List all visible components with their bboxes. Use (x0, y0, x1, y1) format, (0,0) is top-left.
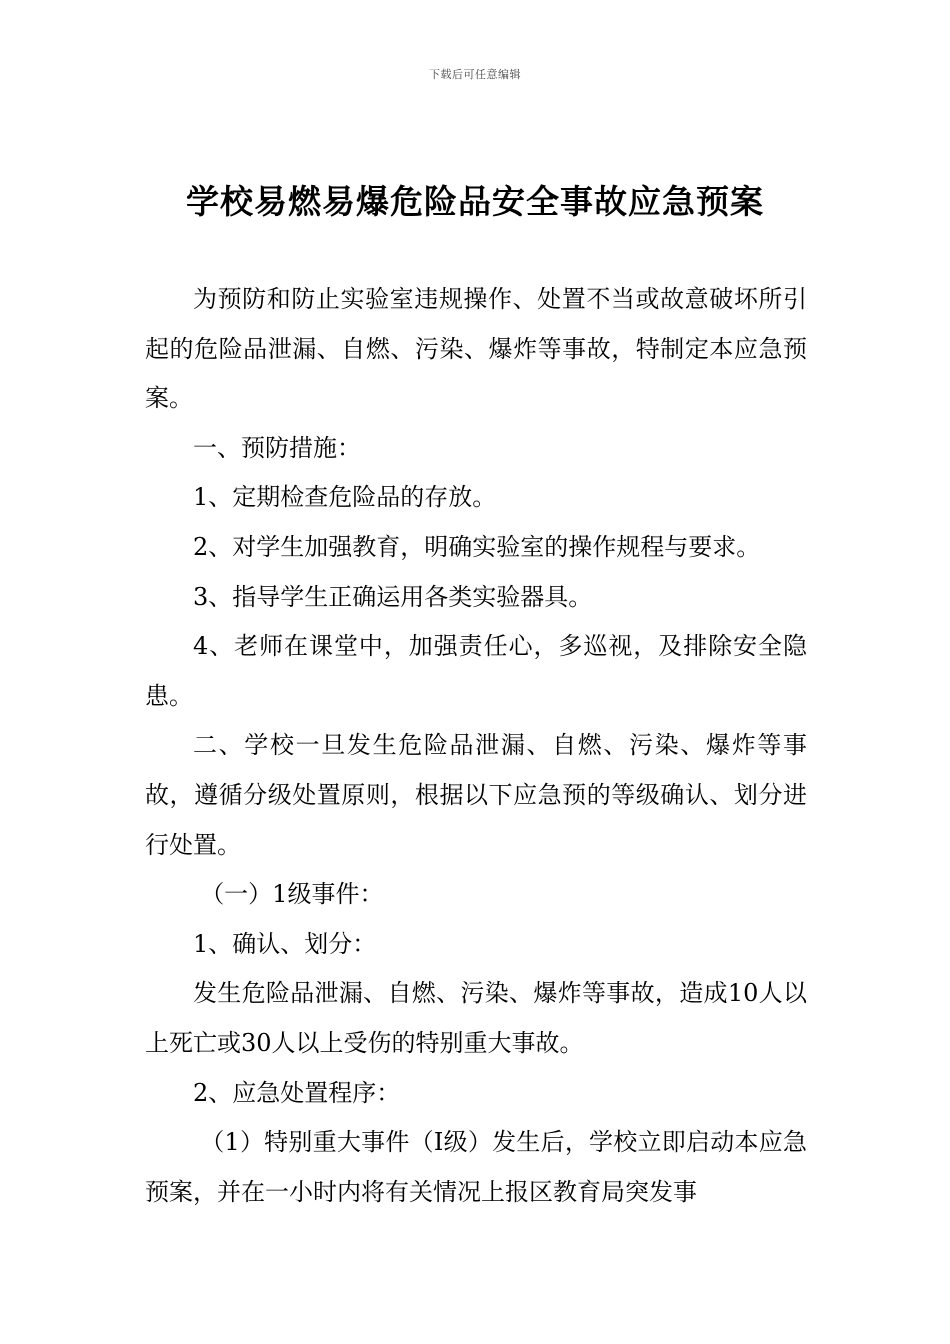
document-title: 学校易燃易爆危险品安全事故应急预案 (186, 182, 764, 221)
page-header: 下载后可任意编辑 (429, 68, 521, 81)
prevention-item-3: 3、指导学生正确运用各类实验器具。 (193, 582, 593, 611)
section-heading-prevention: 一、预防措施： (193, 433, 361, 462)
level-1-heading: （一）1级事件： (200, 880, 384, 909)
level-1-classification-heading: 1、确认、划分： (193, 929, 377, 958)
prevention-item-4: 4、老师在课堂中，加强责任心，多巡视，及排除安全隐患。 (145, 632, 807, 710)
level-1-procedure-step-1: （1）特别重大事件（I级）发生后，学校立即启动本应急预案，并在一小时内将有关情况上报区教育局突发事 (145, 1128, 807, 1206)
section-heading-response: 二、学校一旦发生危险品泄漏、自燃、污染、爆炸等事故，遵循分级处置原则，根据以下应急预的等级确认、划分进行处置。 (145, 731, 807, 859)
prevention-item-2: 2、对学生加强教育，明确实验室的操作规程与要求。 (193, 532, 761, 561)
document-body (145, 275, 807, 1217)
level-1-procedure-heading: 2、应急处置程序： (193, 1078, 401, 1107)
intro-paragraph: 为预防和防止实验室违规操作、处置不当或故意破坏所引起的危险品泄漏、自燃、污染、爆炸等事故，特制定本应急预案。 (145, 285, 807, 413)
level-1-classification-text: 发生危险品泄漏、自燃、污染、爆炸等事故，造成10人以上死亡或30人以上受伤的特别重大事故。 (145, 979, 807, 1057)
prevention-item-1: 1、定期检查危险品的存放。 (193, 483, 497, 512)
